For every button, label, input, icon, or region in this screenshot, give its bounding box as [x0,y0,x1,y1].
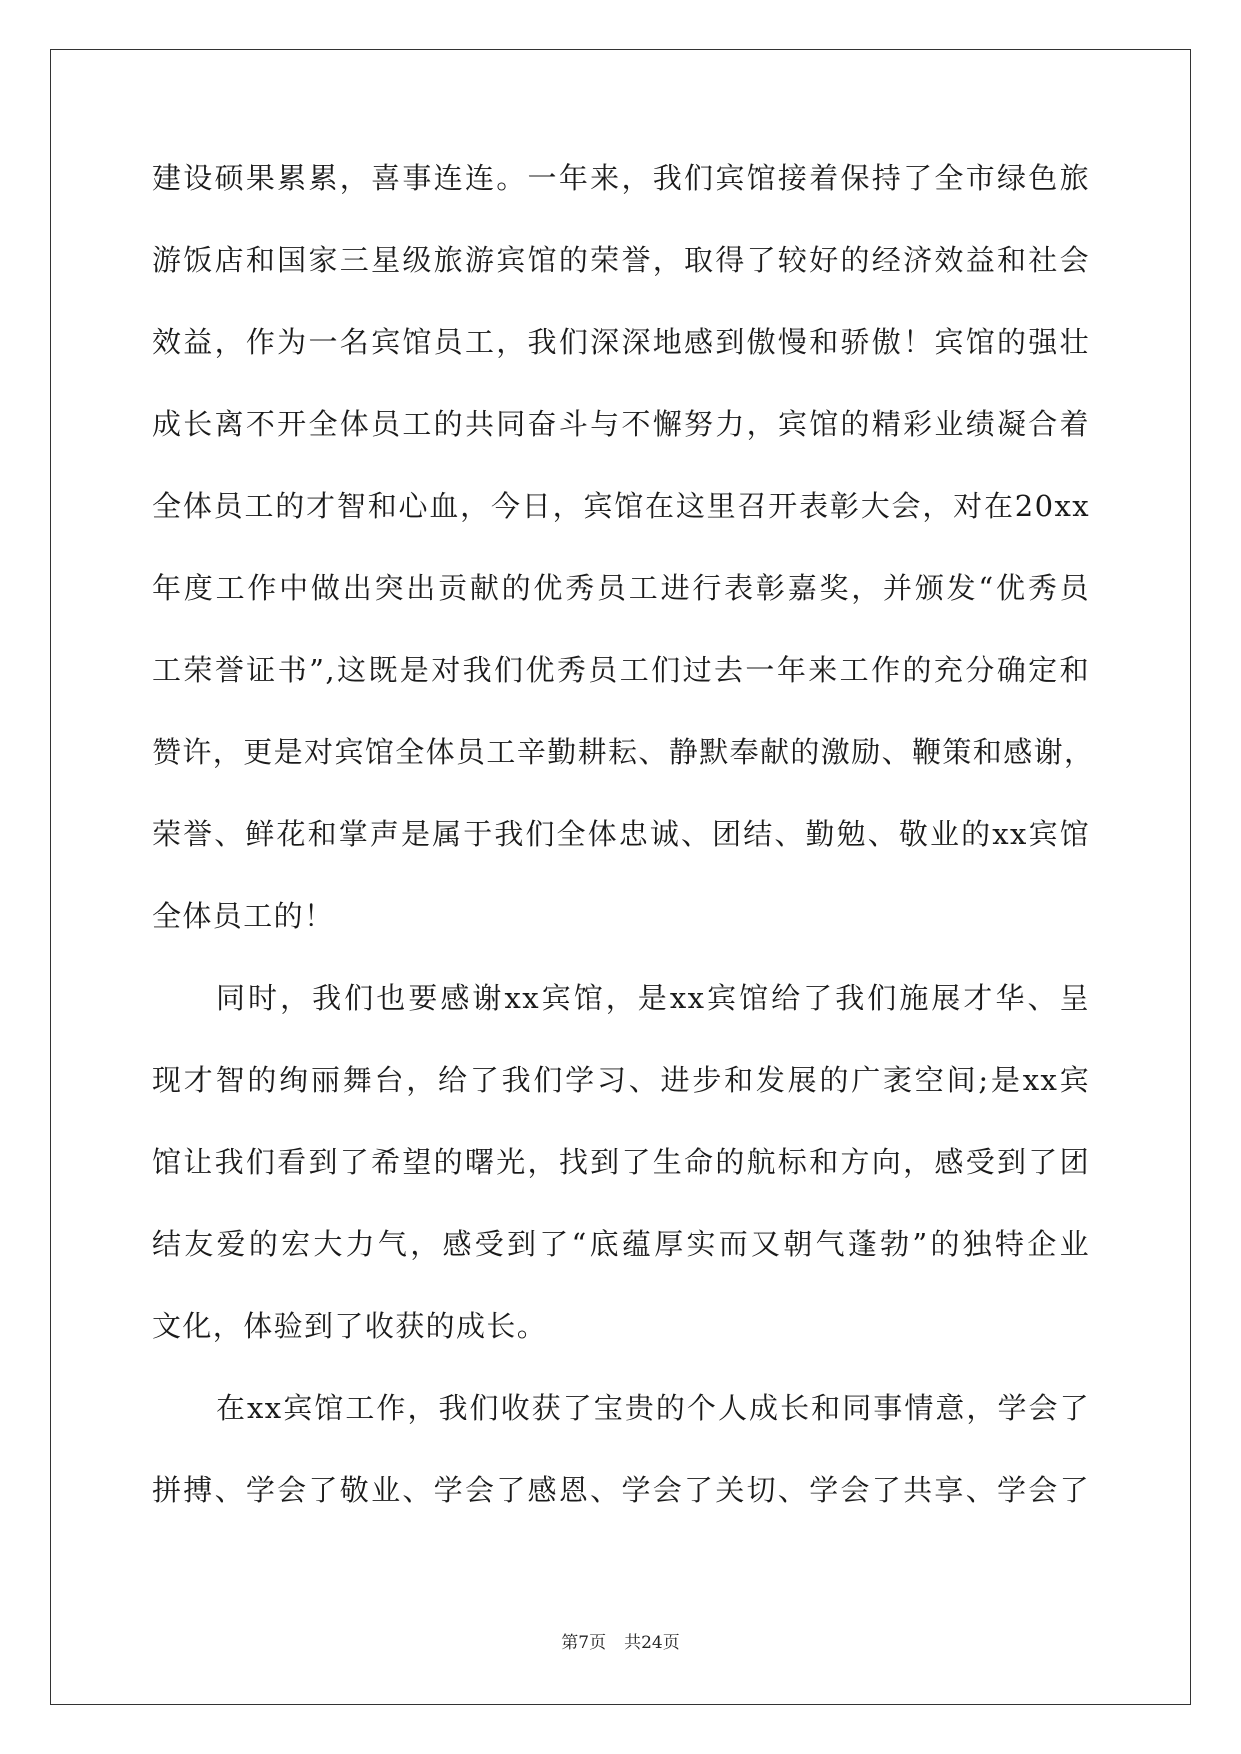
text-line: 馆让我们看到了希望的曙光，找到了生命的航标和方向，感受到了团 [152,1145,1090,1179]
text-line: 工荣誉证书”,这既是对我们优秀员工们过去一年来工作的充分确定和 [152,653,1090,687]
text-line: 结友爱的宏大力气，感受到了“底蕴厚实而又朝气蓬勃”的独特企业 [152,1227,1090,1261]
text-line: 荣誉、鲜花和掌声是属于我们全体忠诚、团结、勤勉、敬业的xx宾馆 [152,817,1090,851]
text-line-indented: 在xx宾馆工作，我们收获了宝贵的个人成长和同事情意，学会了 [216,1391,1090,1425]
text-line: 赞许，更是对宾馆全体员工辛勤耕耘、静默奉献的激励、鞭策和感谢， [152,735,1095,769]
document-body [152,158,1095,1552]
text-line: 游饭店和国家三星级旅游宾馆的荣誉，取得了较好的经济效益和社会 [152,243,1090,277]
text-line-last: 文化，体验到了收获的成长。 [152,1309,548,1343]
text-line: 成长离不开全体员工的共同奋斗与不懈努力，宾馆的精彩业绩凝合着 [152,407,1090,441]
text-line: 现才智的绚丽舞台，给了我们学习、进步和发展的广袤空间;是xx宾 [152,1063,1090,1097]
text-line-last: 全体员工的！ [152,899,335,933]
page-footer [0,1631,1241,1655]
text-line: 全体员工的才智和心血，今日，宾馆在这里召开表彰大会，对在20xx [152,489,1090,523]
page-total: 共24页 [624,1633,680,1653]
text-line: 效益，作为一名宾馆员工，我们深深地感到傲慢和骄傲！宾馆的强壮 [152,325,1090,359]
text-line: 年度工作中做出突出贡献的优秀员工进行表彰嘉奖，并颁发“优秀员 [152,571,1090,605]
text-line: 拼搏、学会了敬业、学会了感恩、学会了关切、学会了共享、学会了 [152,1473,1090,1507]
page-number: 第7页 [561,1633,607,1653]
text-line-indented: 同时，我们也要感谢xx宾馆，是xx宾馆给了我们施展才华、呈 [216,981,1090,1015]
text-line: 建设硕果累累，喜事连连。一年来，我们宾馆接着保持了全市绿色旅 [152,161,1090,195]
